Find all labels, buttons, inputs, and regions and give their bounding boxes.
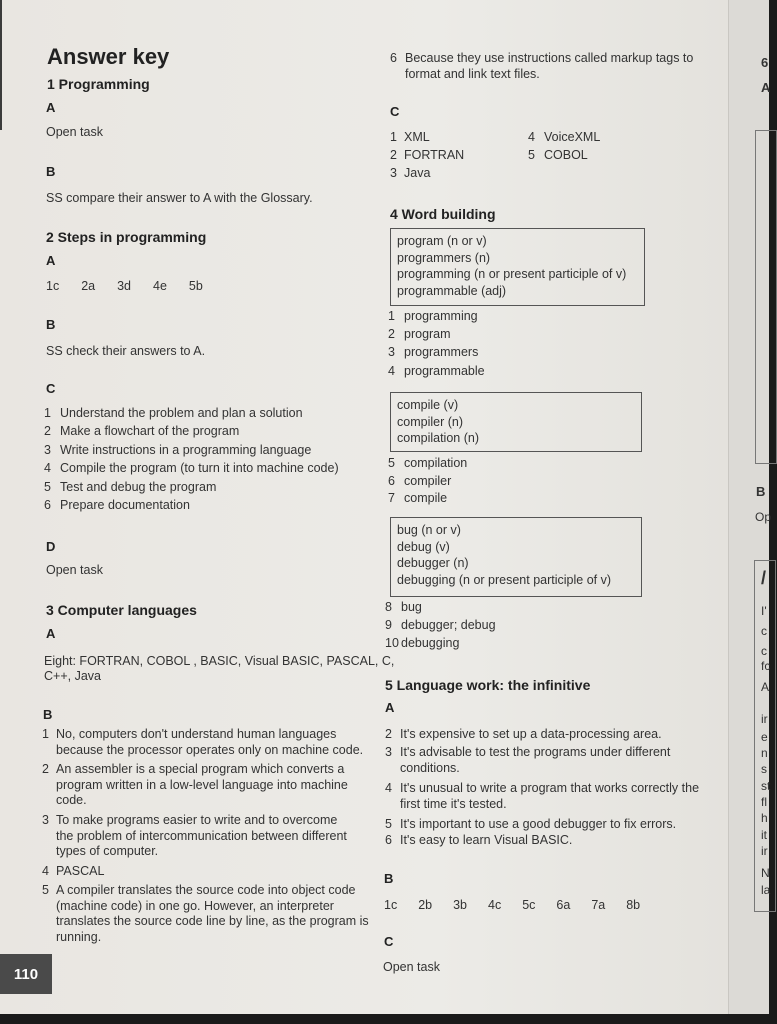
- item-text: XML: [404, 130, 430, 144]
- section-5-heading: 5 Language work: the infinitive: [385, 677, 591, 693]
- adjacent-fragment: N: [761, 866, 770, 880]
- page-edge-bar: [0, 0, 2, 130]
- item-number: 4: [42, 864, 49, 878]
- item-number: 1: [44, 406, 51, 420]
- adjacent-page-fragment: [728, 0, 772, 1014]
- item-text: Java: [404, 166, 431, 180]
- page-title: Answer key: [47, 44, 170, 69]
- section-2-b-label: B: [46, 317, 56, 332]
- word-form: compiler (n): [397, 414, 463, 429]
- item-text: compile: [404, 491, 448, 505]
- item-text: Compile the program (to turn it into machine code): [60, 461, 339, 476]
- item-text-line: translates the source code line by line, as the program is: [56, 914, 369, 928]
- item-text: FORTRAN: [404, 148, 465, 162]
- item-text-line: running.: [56, 929, 102, 944]
- item-text: debugger; debug: [401, 618, 496, 632]
- adjacent-b-label: B: [756, 484, 766, 499]
- item-text-line: types of computer.: [56, 844, 159, 858]
- item-text-line: An assembler is a special program which converts a: [56, 762, 345, 776]
- item-number: 5: [528, 148, 535, 162]
- word-box-program: [390, 228, 645, 306]
- section-2-a-label: A: [46, 253, 56, 268]
- item-text-line: It's advisable to test the programs under different: [400, 745, 671, 759]
- adjacent-heading: 6: [761, 55, 769, 70]
- adjacent-fragment: fc: [761, 659, 771, 673]
- adjacent-fragment: A: [761, 680, 770, 694]
- section-2-d-label: D: [46, 539, 56, 554]
- answer-item: 5b: [188, 279, 203, 293]
- section-5-b-answers: [384, 898, 661, 912]
- section-2-a-answers: [46, 279, 225, 293]
- item-text: compilation: [404, 456, 468, 470]
- item-text: compiler: [404, 473, 452, 488]
- section-3-a-line-2: C++, Java: [44, 669, 101, 683]
- item-number: 5: [388, 456, 395, 470]
- answer-item: 4c: [488, 898, 502, 912]
- adjacent-fragment: n: [761, 746, 768, 760]
- item-text: Understand the problem and plan a solution: [60, 406, 303, 420]
- item-text-line: format and link text files.: [405, 66, 540, 81]
- item-text-line: code.: [56, 793, 87, 807]
- section-2-c-label: C: [46, 381, 56, 396]
- item-number: 3: [390, 166, 397, 180]
- adjacent-fragment: la: [761, 883, 771, 897]
- word-form: programming (n or present participle of v): [397, 267, 627, 281]
- word-box-bug: [390, 517, 642, 597]
- item-number: 4: [388, 363, 395, 378]
- item-text-line: Because they use instructions called markup tags to: [405, 51, 694, 65]
- item-text-line: It's unusual to write a program that works correctly the: [400, 781, 700, 795]
- item-number: 6: [385, 833, 392, 847]
- item-number: 3: [385, 745, 392, 759]
- adjacent-fragment: e: [761, 730, 768, 744]
- section-5-c-text: Open task: [383, 960, 440, 974]
- section-5-b-label: B: [384, 871, 394, 886]
- adjacent-fragment: I': [761, 604, 767, 618]
- word-form: debugger (n): [397, 556, 469, 570]
- section-3-c-label: C: [390, 104, 400, 119]
- item-number: 4: [528, 130, 535, 144]
- item-number: 6: [390, 51, 397, 65]
- section-2-b-text: SS check their answers to A.: [46, 344, 206, 358]
- adjacent-table: [755, 130, 777, 464]
- adjacent-bracket: /: [761, 568, 767, 588]
- answer-item: 3b: [453, 898, 468, 912]
- answer-item: 4e: [153, 279, 167, 293]
- item-number: 4: [385, 781, 392, 795]
- item-text-line: PASCAL: [56, 864, 105, 878]
- answer-item: 2b: [418, 898, 433, 912]
- adjacent-fragment: c: [761, 624, 767, 638]
- adjacent-fragment: s: [761, 762, 767, 776]
- word-form: debugging (n or present participle of v): [397, 572, 612, 587]
- section-1-heading: 1 Programming: [47, 76, 150, 92]
- section-1-b-label: B: [46, 164, 56, 179]
- adjacent-op-text: Op: [755, 510, 772, 524]
- answer-item: 3d: [117, 279, 132, 293]
- item-text-line: first time it's tested.: [400, 796, 507, 811]
- item-number: 6: [44, 498, 51, 512]
- item-text-line: conditions.: [400, 760, 460, 775]
- word-box-compile: [390, 392, 642, 452]
- answer-item: 1c: [46, 279, 60, 293]
- item-text: program: [404, 327, 451, 342]
- word-form: programmers (n): [397, 250, 491, 265]
- answer-item: 1c: [384, 898, 398, 912]
- item-text-line: the problem of intercommunication between different: [56, 828, 347, 843]
- item-number: 2: [390, 148, 397, 162]
- item-number: 9: [385, 618, 392, 632]
- item-number: 10: [385, 636, 399, 650]
- scan-bottom-edge: [0, 1014, 768, 1024]
- section-3-a-label: A: [46, 626, 56, 641]
- word-form: programmable (adj): [397, 283, 507, 298]
- section-3-heading: 3 Computer languages: [46, 602, 197, 618]
- item-text: debugging: [401, 636, 460, 650]
- item-text-line: No, computers don't understand human languages: [56, 727, 337, 741]
- item-text-line: To make programs easier to write and to overcome: [56, 813, 338, 827]
- section-1-a-text: Open task: [46, 125, 103, 139]
- item-text: programmable: [404, 363, 485, 378]
- item-number: 1: [390, 130, 397, 144]
- item-text-line: It's easy to learn Visual BASIC.: [400, 833, 573, 847]
- word-form: compile (v): [397, 398, 459, 412]
- adjacent-fragment: st: [761, 779, 771, 793]
- item-text: VoiceXML: [544, 130, 601, 144]
- item-number: 5: [44, 479, 51, 494]
- adjacent-fragment: h: [761, 811, 768, 825]
- answer-item: 2a: [81, 279, 96, 293]
- item-text: bug: [401, 600, 422, 614]
- section-2-heading: 2 Steps in programming: [46, 229, 207, 245]
- item-number: 2: [388, 327, 395, 342]
- item-text: Prepare documentation: [60, 498, 190, 512]
- item-text: Write instructions in a programming language: [60, 442, 312, 457]
- item-number: 2: [42, 762, 49, 776]
- item-number: 7: [388, 491, 395, 505]
- adjacent-fragment: ir: [761, 712, 768, 726]
- adjacent-fragment: ir: [761, 844, 768, 858]
- item-text-line: because the processor operates only on machine code.: [56, 742, 364, 757]
- adjacent-a-label: A: [761, 80, 771, 95]
- answer-item: 5c: [522, 898, 536, 912]
- item-text: programming: [404, 309, 478, 323]
- item-number: 3: [44, 442, 51, 457]
- item-number: 1: [388, 309, 395, 323]
- item-number: 2: [385, 727, 392, 741]
- item-text: programmers: [404, 345, 479, 360]
- item-text-line: It's important to use a good debugger to fix errors.: [400, 817, 677, 831]
- item-text: Make a flowchart of the program: [60, 424, 240, 439]
- item-number: 5: [42, 883, 49, 897]
- item-text-line: It's expensive to set up a data-processing area.: [400, 727, 662, 741]
- section-3-a-line-1: Eight: FORTRAN, COBOL , BASIC, Visual BASIC, PASCAL, C,: [44, 654, 395, 668]
- answer-item: 8b: [626, 898, 641, 912]
- item-number: 5: [385, 817, 392, 831]
- section-5-a-label: A: [385, 700, 395, 715]
- word-form: bug (n or v): [397, 523, 461, 537]
- section-3-b-label: B: [43, 707, 53, 722]
- answer-item: 7a: [591, 898, 606, 912]
- item-number: 2: [44, 424, 51, 439]
- item-number: 3: [42, 813, 49, 827]
- item-text: Test and debug the program: [60, 479, 217, 494]
- section-5-c-label: C: [384, 934, 394, 949]
- page-number: 110: [0, 954, 52, 994]
- item-text: COBOL: [544, 148, 588, 162]
- word-form: debug (v): [397, 539, 450, 554]
- word-form: program (n or v): [397, 234, 487, 248]
- item-number: 3: [388, 345, 395, 360]
- item-text-line: program written in a low-level language into machine: [56, 777, 348, 792]
- section-1-b-text: SS compare their answer to A with the Glossary.: [46, 191, 313, 205]
- section-1-a-label: A: [46, 100, 56, 115]
- item-number: 6: [388, 473, 395, 488]
- item-number: 8: [385, 600, 392, 614]
- adjacent-fragment: it: [761, 828, 767, 842]
- item-text-line: (machine code) in one go. However, an interpreter: [56, 898, 334, 913]
- adjacent-fragment: fl: [761, 795, 767, 809]
- section-2-d-text: Open task: [46, 563, 103, 577]
- item-number: 1: [42, 727, 49, 741]
- word-form: compilation (n): [397, 431, 479, 445]
- adjacent-fragment: c: [761, 644, 767, 658]
- item-number: 4: [44, 461, 51, 476]
- item-text-line: A compiler translates the source code into object code: [56, 883, 356, 897]
- answer-item: 6a: [556, 898, 571, 912]
- section-4-heading: 4 Word building: [390, 206, 496, 222]
